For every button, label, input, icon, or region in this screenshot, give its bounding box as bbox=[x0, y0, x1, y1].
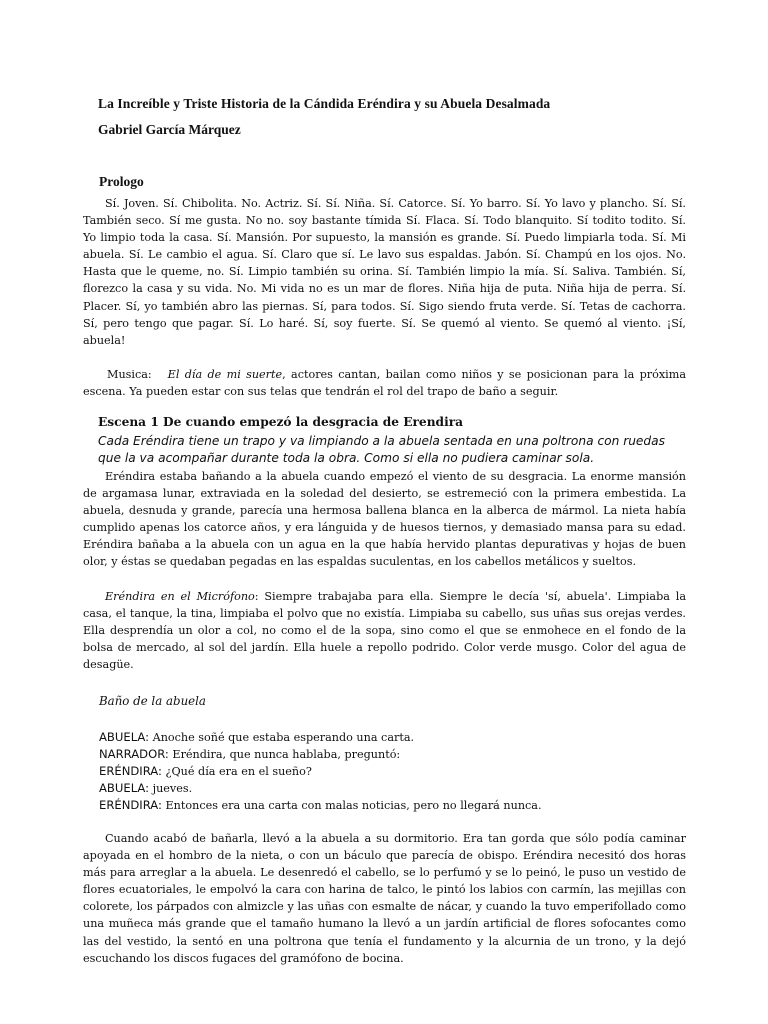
scene1-paragraph-2 bbox=[83, 588, 686, 673]
dialogue-text: jueves. bbox=[149, 782, 193, 796]
dialogue-text: Anoche soñé que estaba esperando una carta. bbox=[149, 731, 415, 744]
microphone-text: : Siempre trabajaba para ella. Siempre le decía 'sí, abuela'. Limpiaba la casa, el tanque, la tina, limpiaba el polvo que no existía. Limpiaba su cabello, sus uñas sus orejas verdes. Ella desprendía un olor a col, no como el de la sopa, sino como el que se enmohece en el fondo de la bolsa de mercado, al sol del jardín. Ella huele a repollo podrido. Color verde musgo. Color del agua de desagüe. bbox=[83, 590, 686, 672]
music-label: Musica: bbox=[107, 368, 152, 381]
music-paragraph bbox=[83, 366, 686, 400]
dialogue-line bbox=[99, 763, 689, 780]
dialogue-line bbox=[99, 780, 689, 797]
dialogue-speaker: NARRADOR: bbox=[99, 747, 169, 762]
dialogue-speaker: ERÉNDIRA: bbox=[99, 798, 162, 813]
document-author: Gabriel García Márquez bbox=[98, 122, 241, 137]
prologue-paragraph: Sí. Joven. Sí. Chibolita. No. Actriz. Sí. Sí. Niña. Sí. Catorce. Sí. Yo barro. Sí. Yo lavo y plancho. Sí. Sí. También seco. Sí me gusta. No no. soy bastante tímida Sí. Flaca. Sí. Todo blanquito. Sí todito todito. Sí. Yo limpio toda la casa. Sí. Mansión. Por supuesto, la mansión es grande. Sí. Puedo limpiarla toda. Sí. Mi abuela. Sí. Le cambio el agua. Sí. Claro que sí. Le lavo sus espaldas. Jabón. Sí. Champú en los ojos. No. Hasta que le queme, no. Sí. Limpio también su orina. Sí. También limpio la mía. Sí. Saliva. También. Sí, florezco la casa y su vida. No. Mi vida no es un mar de flores. Niña hija de puta. Niña hija de perra. Sí. Placer. Sí, yo también abro las piernas. Sí, para todos. Sí. Sigo siendo fruta verde. Sí. Tetas de cachorra. Sí, pero tengo que pagar. Sí. Lo haré. Sí, soy fuerte. Sí. Se quemó al viento. Se quemó al viento. ¡Sí, abuela! bbox=[83, 197, 686, 347]
scene1-heading: Escena 1 De cuando empezó la desgracia de Erendira bbox=[98, 415, 464, 429]
dialogue-line bbox=[99, 797, 689, 814]
music-title: El día de mi suerte bbox=[167, 368, 283, 381]
dialogue-text: Eréndira, que nunca hablaba, preguntó: bbox=[168, 748, 401, 762]
microphone-label: Eréndira en el Micrófono bbox=[105, 590, 255, 603]
dialogue-text: ¿Qué día era en el sueño? bbox=[161, 765, 312, 779]
bath-heading: Baño de la abuela bbox=[99, 694, 206, 708]
scene1-paragraph-1: Eréndira estaba bañando a la abuela cuando empezó el viento de su desgracia. La enorme mansión de argamasa lunar, extraviada en la soledad del desierto, se estremeció con la primera embestida. La abuela, desnuda y grande, parecía una hermosa ballena blanca en la alberca de mármol. La nieta había cumplido apenas los catorce años, y era lánguida y de huesos tiernos, y demasiado mansa para su edad. Eréndira bañaba a la abuela con un agua en la que había hervido plantas depurativas y hojas de buen olor, y éstas se quedaban pegadas en las espaldas suculentas, en los cabellos metálicos y sueltos. bbox=[83, 470, 686, 569]
dialogue-text: Entonces era una carta con malas noticias, pero no llegará nunca. bbox=[161, 799, 542, 813]
dialogue-line bbox=[99, 746, 689, 763]
dialogue-line bbox=[99, 729, 689, 746]
scene1-stage-direction: Cada Eréndira tiene un trapo y va limpiando a la abuela sentada en una poltrona con ruedas que la va acompañar durante toda la obra. Como si ella no pudiera caminar sola. bbox=[98, 434, 665, 466]
title-block bbox=[98, 96, 698, 138]
music-text: , actores cantan, bailan como niños y se posicionan para la próxima escena. Ya pueden estar con sus telas que tendrán el rol del trapo de baño a seguir. bbox=[83, 368, 686, 399]
bath-closing-paragraph: Cuando acabó de bañarla, llevó a la abuela a su dormitorio. Era tan gorda que sólo podía caminar apoyada en el hombro de la nieta, o con un báculo que parecía de obispo. Eréndira necesitó dos horas más para arreglar a la abuela. Le desenredó el cabello, se lo perfumó y se lo peinó, le puso un vestido de flores ecuatoriales, le empolvó la cara con harina de talco, le pintó los labios con carmín, las mejillas con colorete, los párpados con almizcle y las uñas con esmalte de nácar, y cuando la tuvo emperifollado como una muñeca más grande que el tamaño humano la llevó a un jardín artificial de flores sofocantes como las del vestido, la sentó en una poltrona que tenía el fundamento y la alcurnia de un trono, y la dejó escuchando los discos fugaces del gramófono de bocina. bbox=[83, 832, 686, 965]
dialogue-speaker: ABUELA: bbox=[99, 730, 150, 744]
dialogue-block bbox=[99, 729, 689, 814]
document-title: La Increíble y Triste Historia de la Cándida Eréndira y su Abuela Desalmada bbox=[98, 96, 551, 111]
dialogue-speaker: ABUELA: bbox=[99, 781, 150, 796]
dialogue-speaker: ERÉNDIRA: bbox=[99, 764, 162, 779]
prologue-heading: Prologo bbox=[99, 174, 144, 189]
